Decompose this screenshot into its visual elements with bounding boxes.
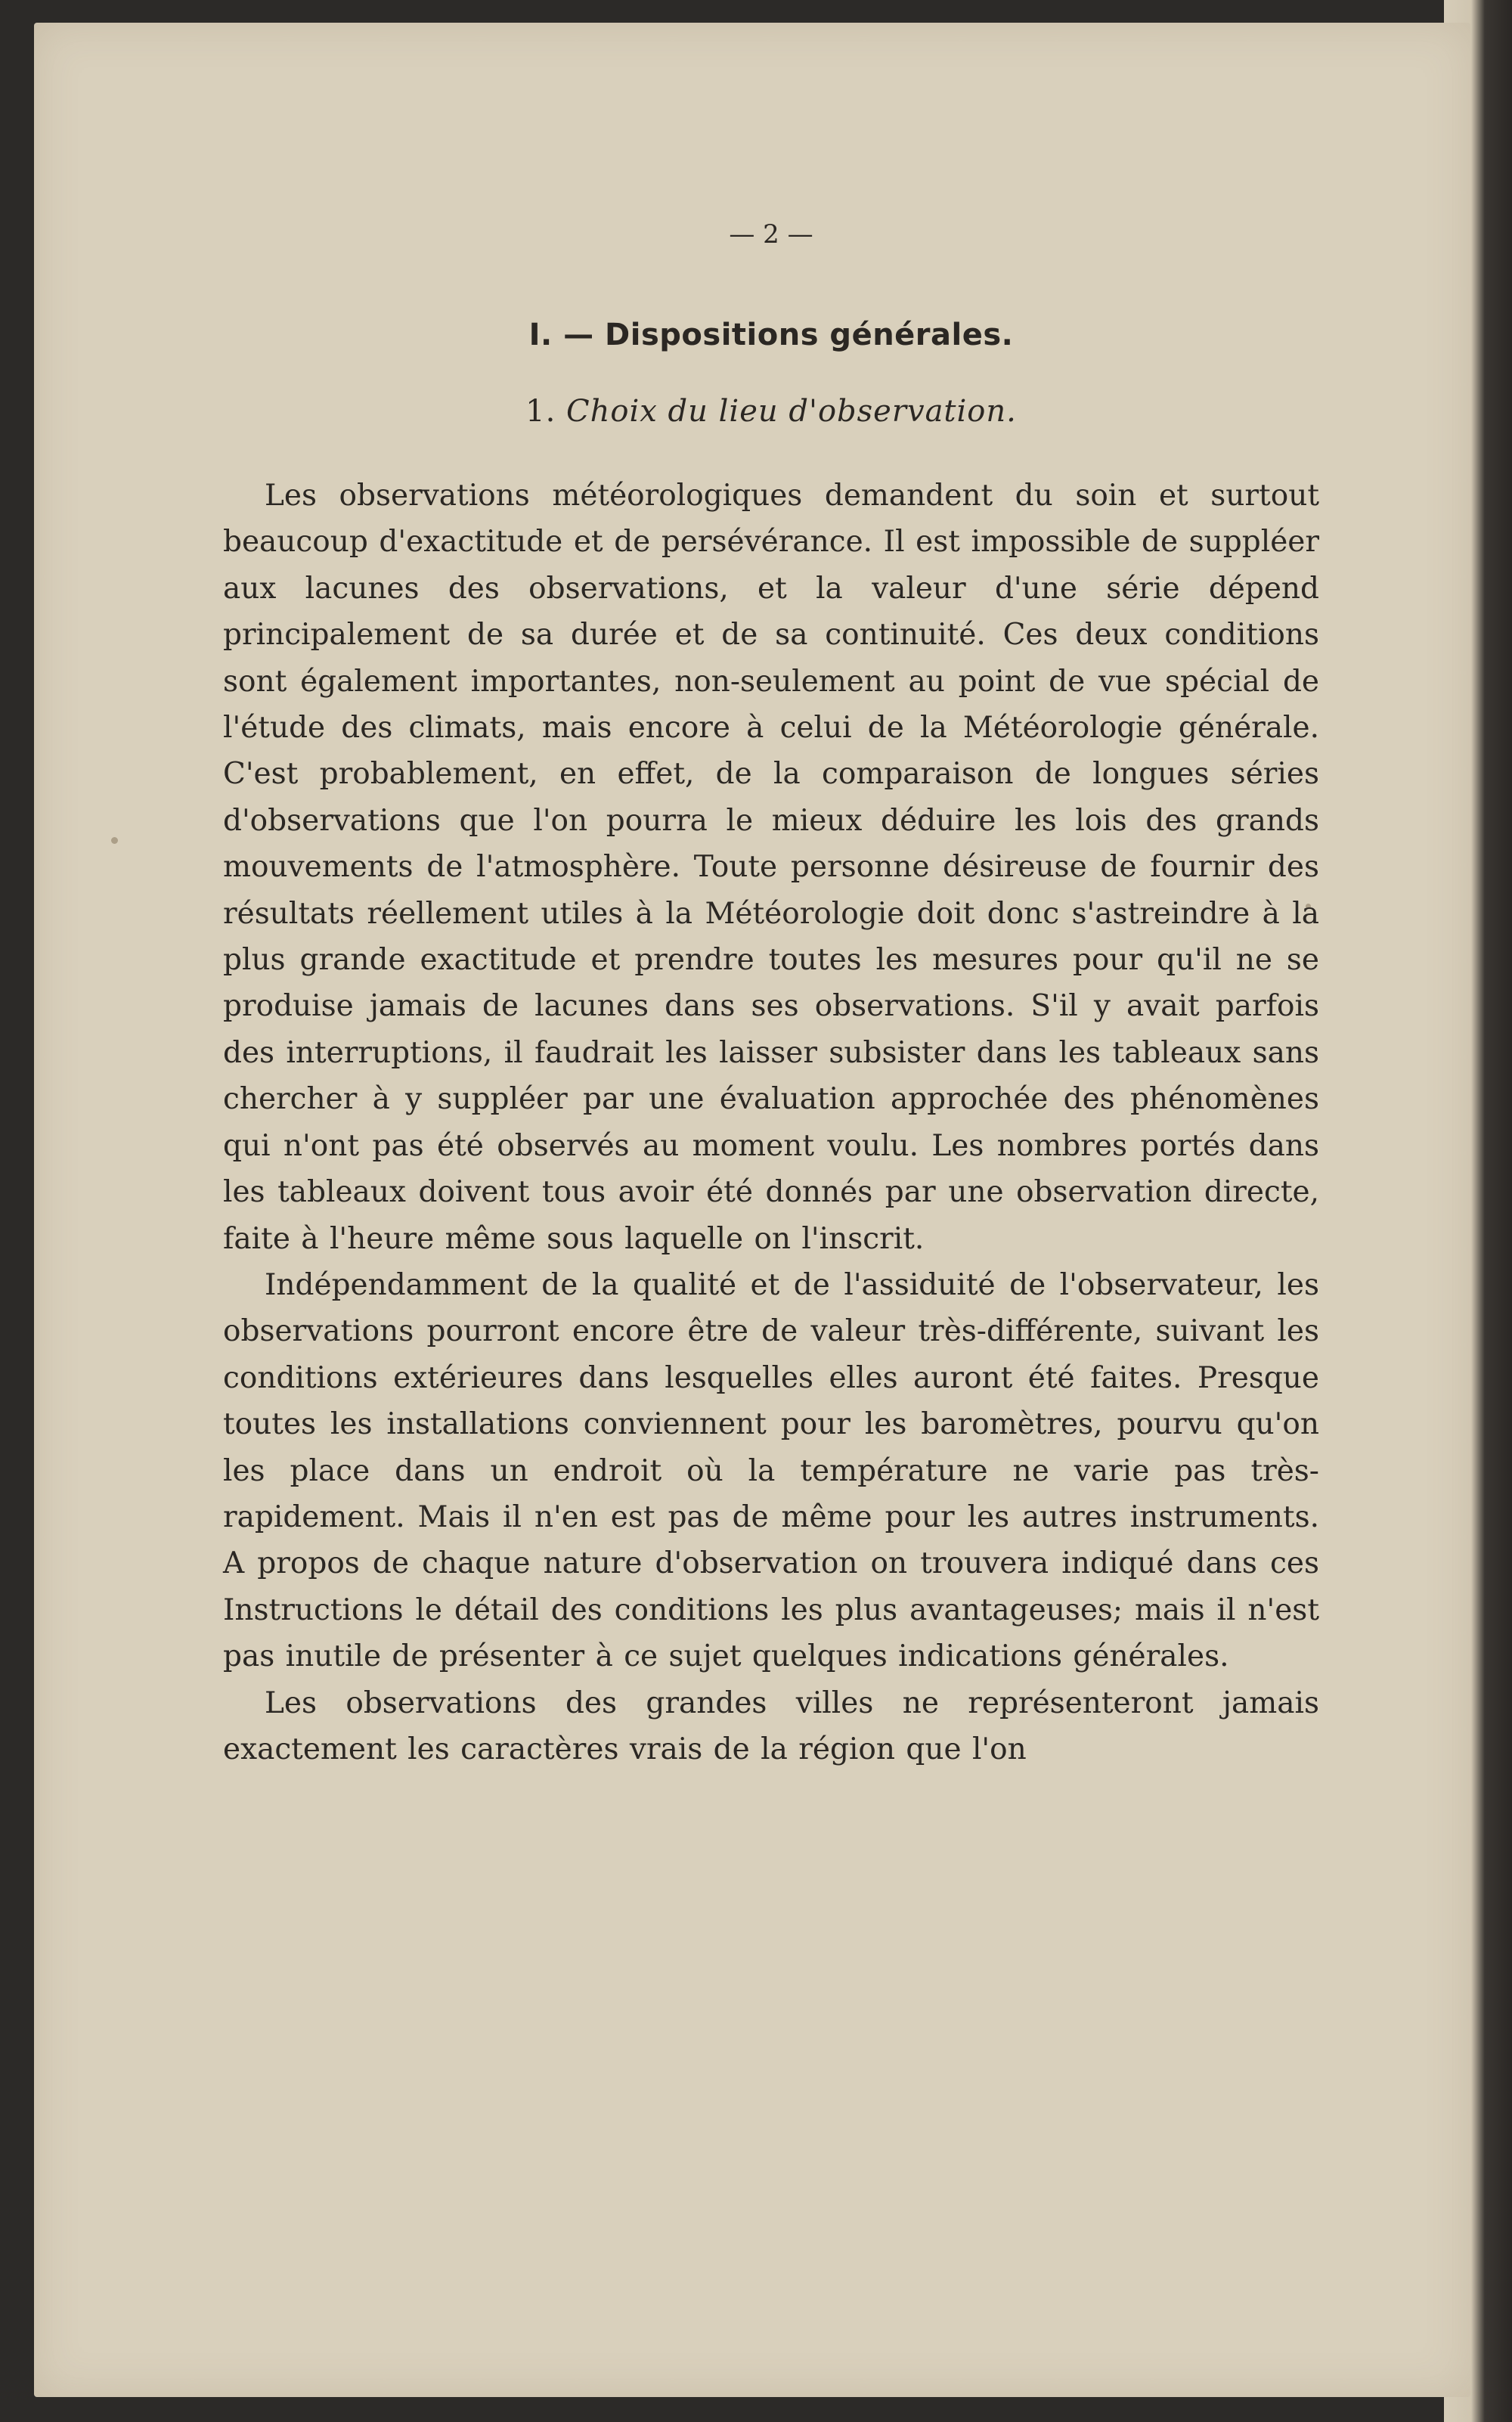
section-title: I. — Dispositions générales. — [528, 318, 1014, 352]
body-paragraph: Les observations météorologiques demandent du soin et surtout beaucoup d'exactitude et de persévérance. Il est impossible de suppléer aux lacunes des observations, et la valeur d'une série dépend principalement de sa durée et de sa continuité. Ces deux conditions sont également importantes, non-seulement au point de vue spécial de l'étude des climats, mais encore à celui de la Météorologie générale. C'est probablement, en effet, de la comparaison de longues séries d'observations que l'on pourra le mieux déduire les lois des grands mouvements de l'atmosphère. Toute personne désireuse de fournir des résultats réellement utiles à la Météorologie doit donc s'astreindre à la plus grande exactitude et prendre toutes les mesures pour qu'il ne se produise jamais de lacunes dans ses observations. S'il y avait parfois des interruptions, il faudrait les laisser subsister dans les tableaux sans chercher à y suppléer par une évaluation approchée des phénomènes qui n'ont pas été observés au moment voulu. Les nombres portés dans les tableaux doivent tous avoir été donnés par une observation directe, faite à l'heure même sous laquelle on l'inscrit. — [223, 479, 1319, 1256]
subsection-label: Choix du lieu d'observation. — [566, 394, 1017, 429]
document-page — [34, 23, 1470, 2397]
body-paragraph: Les observations des grandes villes ne représenteront jamais exactement les caractères vrais de la région que l'on — [223, 1685, 1319, 1766]
subsection-number: 1. — [525, 394, 556, 429]
page-number: — 2 — — [729, 219, 813, 250]
body-paragraph: Indépendamment de la qualité et de l'assiduité de l'observateur, les observations pourront encore être de valeur très-différente, suivant les conditions extérieures dans lesquelles elles auront été faites. Presque toutes les installations conviennent pour les baromètres, pourvu qu'on les place dans un endroit où la température ne varie pas très-rapidement. Mais il n'en est pas de même pour les autres instruments. A propos de chaque nature d'observation on trouvera indiqué dans ces Instructions le détail des conditions les plus avantageuses; mais il n'est pas inutile de présenter à ce sujet quelques indications générales. — [223, 1267, 1319, 1674]
page-text — [223, 219, 1319, 1772]
ink-speck — [111, 837, 118, 844]
subsection-title — [223, 394, 1319, 429]
